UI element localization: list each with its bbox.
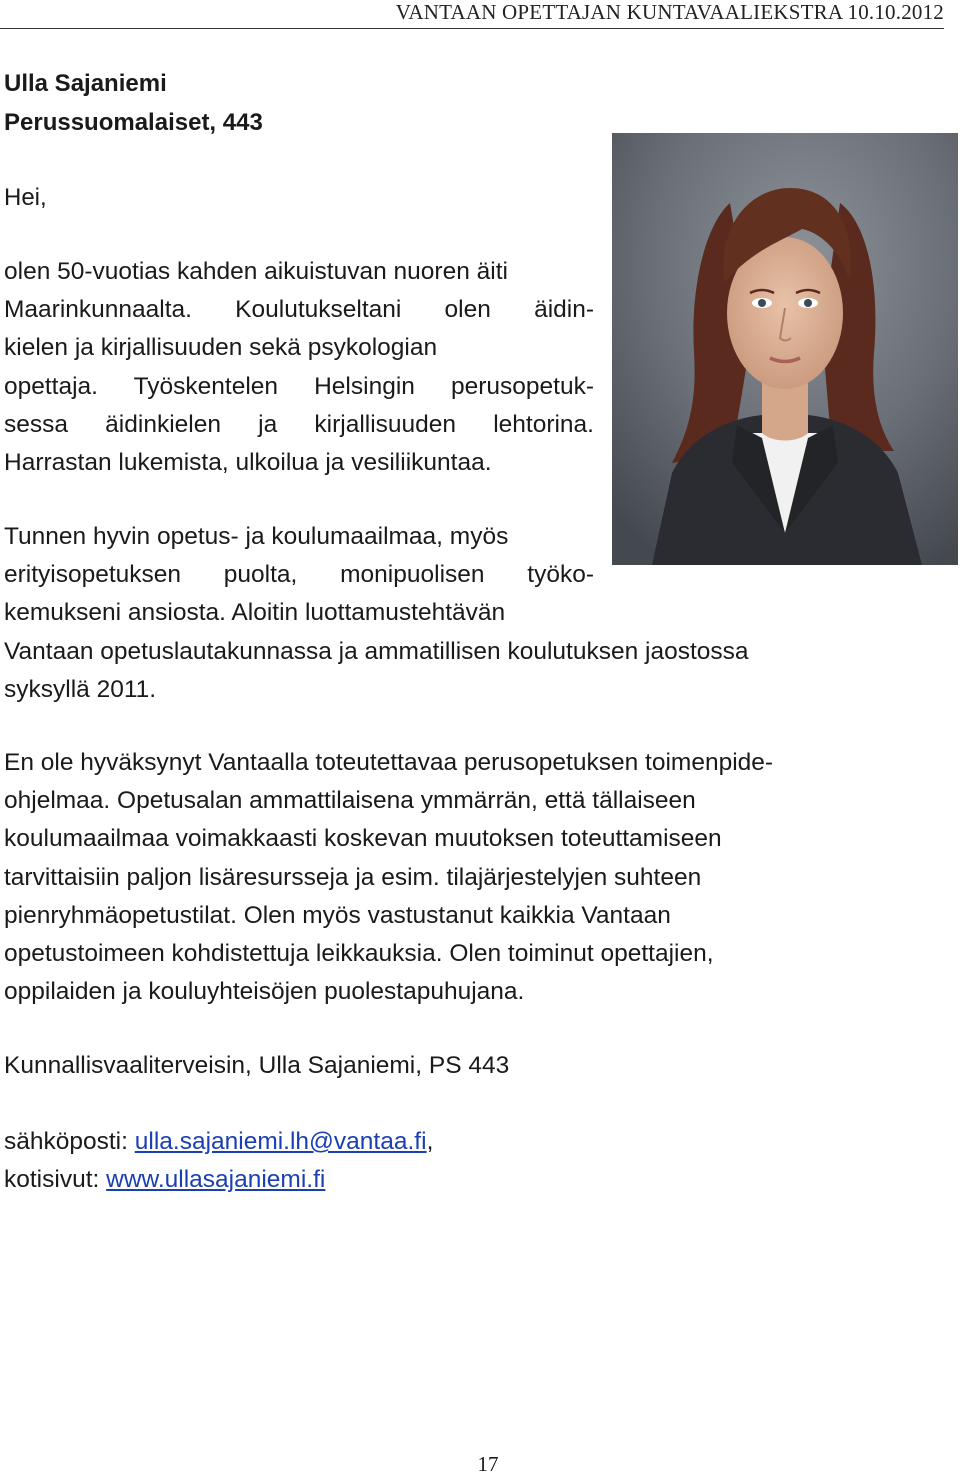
text-line: sessa äidinkielen ja kirjallisuuden lehtorina. — [4, 410, 594, 438]
header-divider — [0, 28, 944, 29]
text-line: Maarinkunnaalta. Koulutukseltani olen äidin- — [4, 296, 594, 324]
email-line — [4, 1123, 433, 1161]
candidate-party-number: Perussuomalaiset, 443 — [4, 109, 263, 136]
text-line: ohjelmaa. Opetusalan ammattilaisena ymmärrän, että tällaiseen — [4, 787, 696, 815]
text-line: oppilaiden ja kouluyhteisöjen puolestapuhujana. — [4, 978, 525, 1006]
email-suffix: , — [426, 1128, 434, 1155]
page-header: VANTAAN OPETTAJAN KUNTAVAALIEKSTRA 10.10.2012 — [395, 0, 944, 24]
text-line: kemukseni ansiosta. Aloitin luottamustehtävän — [4, 599, 506, 627]
candidate-photo — [612, 133, 958, 565]
homepage-link[interactable]: www.ullasajaniemi.fi — [106, 1166, 326, 1193]
contact-info — [4, 1123, 433, 1199]
email-link[interactable]: ulla.sajaniemi.lh@vantaa.fi — [134, 1128, 427, 1155]
text-line: En ole hyväksynyt Vantaalla toteutettavaa perusopetuksen toimenpide- — [4, 749, 774, 776]
text-line: kielen ja kirjallisuuden sekä psykologian — [4, 334, 438, 362]
homepage-line — [4, 1161, 433, 1199]
email-label: sähköposti: — [4, 1128, 135, 1155]
text-line: opetustoimeen kohdistettuja leikkauksia. Olen toiminut opettajien, — [4, 940, 714, 968]
greeting: Hei, — [4, 184, 47, 211]
text-line: syksyllä 2011. — [4, 675, 157, 703]
candidate-heading — [4, 64, 263, 142]
text-line: olen 50-vuotias kahden aikuistuvan nuoren äiti — [4, 258, 508, 285]
portrait-illustration — [612, 133, 958, 565]
text-line: pienryhmäopetustilat. Olen myös vastustanut kaikkia Vantaan — [4, 901, 671, 929]
text-line: Vantaan opetuslautakunnassa ja ammatillisen koulutuksen jaostossa — [4, 637, 749, 665]
text-line: Tunnen hyvin opetus- ja koulumaailmaa, myös — [4, 523, 509, 550]
text-line: erityisopetuksen puolta, monipuolisen työko- — [4, 561, 594, 589]
homepage-label: kotisivut: — [4, 1166, 107, 1193]
paragraph-intro — [4, 253, 594, 482]
closing-greeting: Kunnallisvaaliterveisin, Ulla Sajaniemi, PS 443 — [4, 1052, 510, 1079]
text-line: Harrastan lukemista, ulkoilua ja vesiliikuntaa. — [4, 449, 492, 477]
paragraph-position — [4, 744, 773, 1011]
page-number: 17 — [477, 1452, 499, 1476]
text-line: opettaja. Työskentelen Helsingin perusopetuk- — [4, 372, 594, 400]
candidate-name: Ulla Sajaniemi — [4, 70, 167, 97]
text-line: koulumaailmaa voimakkaasti koskevan muutoksen toteuttamiseen — [4, 825, 722, 853]
text-line: tarvittaisiin paljon lisäresursseja ja esim. tilajärjestelyjen suhteen — [4, 863, 702, 891]
